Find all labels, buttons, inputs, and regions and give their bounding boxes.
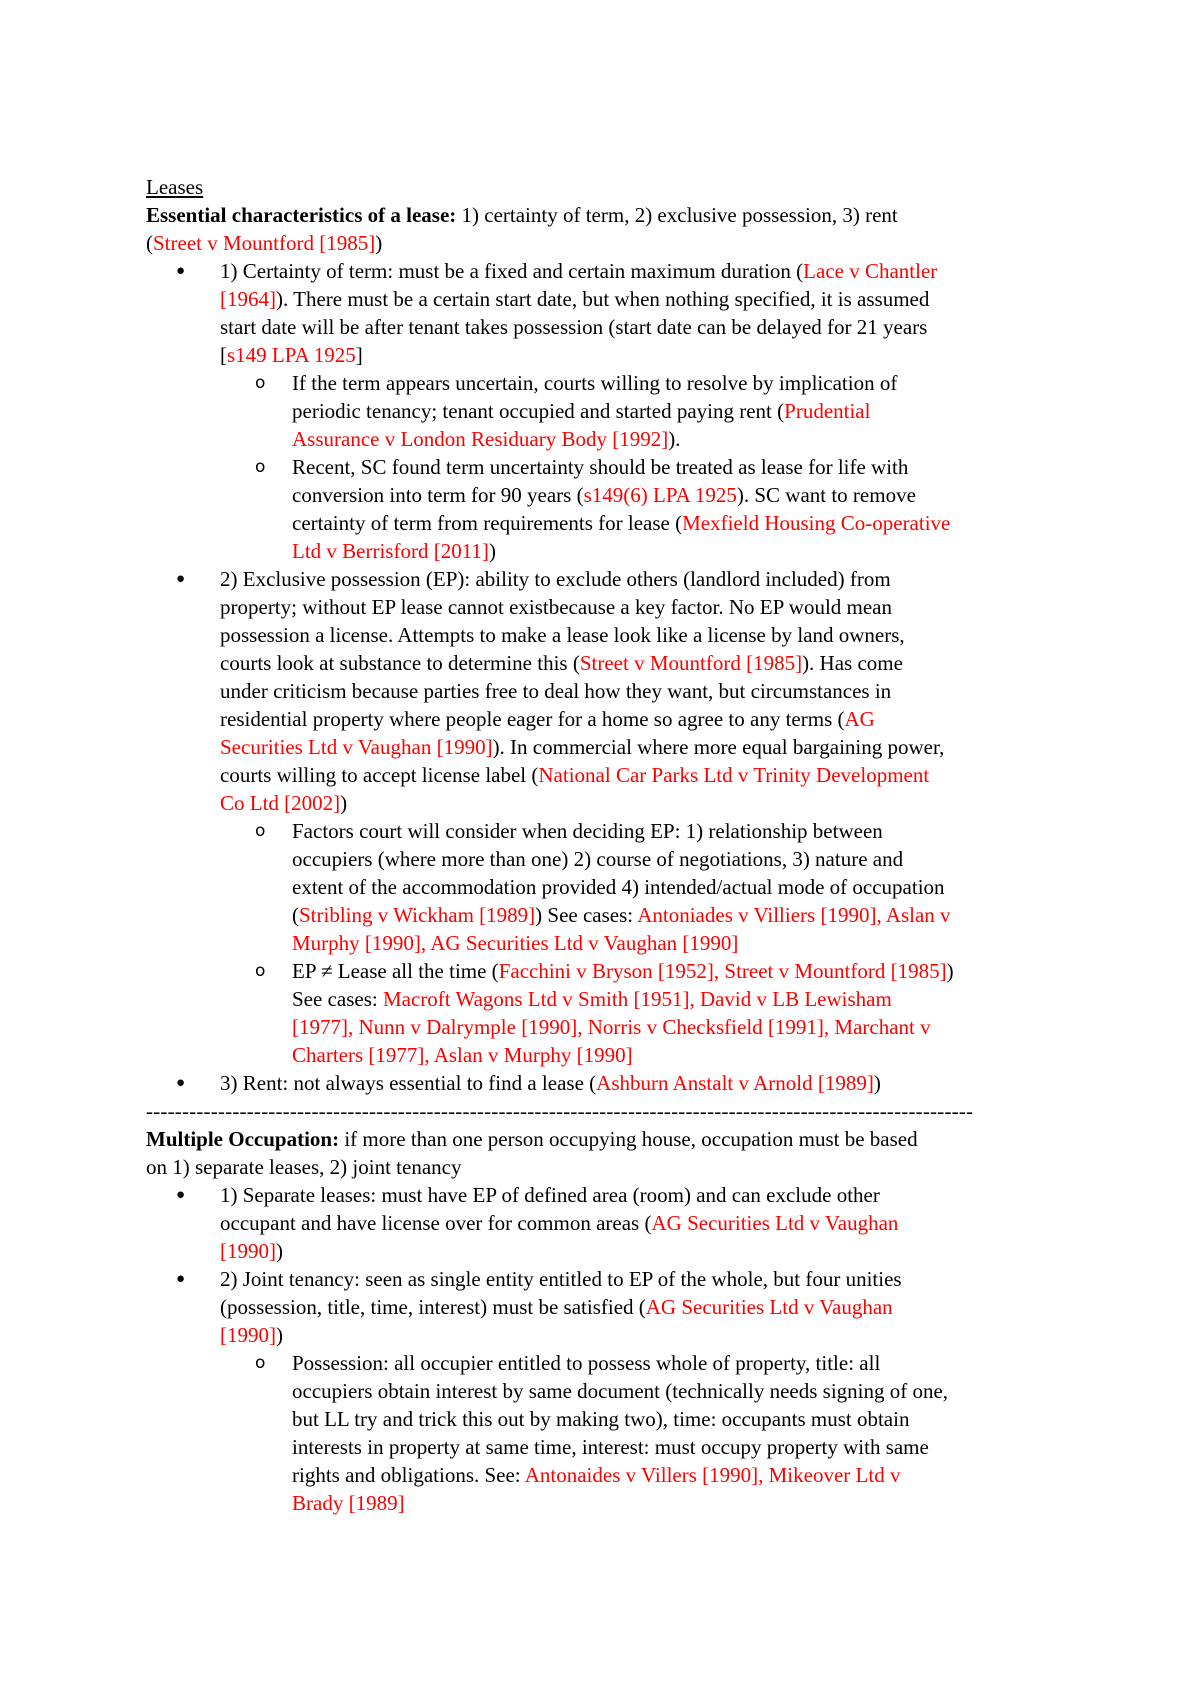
case-citation: [1990] (220, 1323, 276, 1347)
sub-list (146, 817, 1071, 1069)
case-citation: AG (844, 707, 875, 731)
section-intro-cont: on 1) separate leases, 2) joint tenancy (146, 1155, 462, 1179)
sub-bullet-icon: o (255, 1353, 266, 1373)
sub-list-item: o Factors court will consider when deciding EP: 1) relationship between occupiers (where more than one) 2) course of negotiations, 3) nature and extent of the accommodation provided 4) intended/actual mode of occupation (Stribling v Wickham [1989]) See cases: Antoniades v Villiers [1990], Aslan v Murphy [1990], AG Securities Ltd v Vaughan [1990] (255, 819, 951, 955)
sub-bullet-icon: o (255, 373, 266, 393)
case-citation: Street v Mountford [1985] (153, 231, 376, 255)
case-citation: Stribling v Wickham [1989] (299, 903, 536, 927)
characteristics-list (146, 565, 1071, 817)
case-citation: Antonaides v Villers [1990], Mikeover Ltd v (524, 1463, 901, 1487)
case-citation: Facchini v Bryson [1952], Street v Mountford [1985] (498, 959, 947, 983)
list-item: ● 1) Certainty of term: must be a fixed and certain maximum duration (Lace v Chantler [1964]). There must be a certain start date, but when nothing specified, it is assumed start date will be after tenant takes possession (start date can be delayed for 21 years [s149 LPA 1925] (176, 259, 938, 367)
page-title: Leases (146, 175, 204, 199)
case-citation: Prudential (784, 399, 871, 423)
case-citation: Mexfield Housing Co-operative (682, 511, 951, 535)
case-citation: Macroft Wagons Ltd v Smith [1951], David v LB Lewisham (382, 987, 892, 1011)
case-citation: [1977], Nunn v Dalrymple [1990], Norris v Checksfield [1991], Marchant v (292, 1015, 931, 1039)
section-intro: Essential characteristics of a lease: 1) certainty of term, 2) exclusive possession, 3) rent (146, 203, 898, 227)
statute-citation: s149(6) LPA 1925 (583, 483, 737, 507)
sub-bullet-icon: o (255, 821, 266, 841)
section-intro-cont: (Street v Mountford [1985]) (146, 231, 383, 255)
sub-list (146, 1349, 1071, 1517)
case-citation: Lace v Chantler (803, 259, 938, 283)
case-citation: Securities Ltd v Vaughan [1990] (220, 735, 493, 759)
characteristics-list (146, 257, 1071, 369)
occupation-list (146, 1181, 1071, 1349)
sub-list-item: o Recent, SC found term uncertainty should be treated as lease for life with conversion into term for 90 years (s149(6) LPA 1925). SC want to remove certainty of term from requirements for lease (Mexfield Housing Co-operative Ltd v Berrisford [2011]) (255, 455, 951, 563)
sub-list-item: o EP ≠ Lease all the time (Facchini v Bryson [1952], Street v Mountford [1985]) See cases: Macroft Wagons Ltd v Smith [1951], David v LB Lewisham [1977], Nunn v Dalrymple [1990], Norris v Checksfield [1991], Marchant v Charters [1977], Aslan v Murphy [1990] (255, 959, 954, 1067)
list-item: ● 3) Rent: not always essential to find a lease (Ashburn Anstalt v Arnold [1989]) (176, 1071, 881, 1095)
case-citation: Street v Mountford [1985] (579, 651, 803, 675)
bullet-icon: ● (176, 1187, 186, 1203)
case-citation: [1990] (220, 1239, 276, 1263)
case-citation: AG Securities Ltd v Vaughan (645, 1295, 893, 1319)
sub-bullet-icon: o (255, 457, 266, 477)
case-citation: National Car Parks Ltd v Trinity Development (538, 763, 930, 787)
section-heading: Essential characteristics of a lease: (146, 203, 457, 227)
case-citation: Brady [1989] (292, 1491, 405, 1515)
case-citation: Assurance v London Residuary Body [1992] (292, 427, 669, 451)
list-item: ● 2) Exclusive possession (EP): ability to exclude others (landlord included) from property; without EP lease cannot existbecause a key factor. No EP would mean possession a license. Attempts to make a lease look like a license by land owners, courts look at substance to determine this (Street v Mountford [1985]). Has come under criticism because parties free to deal how they want, but circumstances in residential property where people eager for a home so agree to any terms (AG Securities Ltd v Vaughan [1990]). In commercial where more equal bargaining power, courts willing to accept license label (National Car Parks Ltd v Trinity Development Co Ltd [2002]) (176, 567, 945, 815)
sub-list (146, 369, 1071, 565)
section-intro: Multiple Occupation: if more than one person occupying house, occupation must be based (146, 1127, 918, 1151)
sub-list-item: o Possession: all occupier entitled to possess whole of property, title: all occupiers obtain interest by same document (technically needs signing of one, but LL try and trick this out by making two), time: occupants must obtain interests in property at same time, interest: must occupy property with same rights and obligations. See: Antonaides v Villers [1990], Mikeover Ltd v Brady [1989] (255, 1351, 949, 1515)
bullet-icon: ● (176, 263, 186, 279)
divider: ------------------------------------------------------------------------------------------------------------------- (146, 1099, 974, 1123)
bullet-icon: ● (176, 1075, 186, 1091)
characteristics-list (146, 1069, 1071, 1097)
document-body (146, 173, 1071, 1517)
case-citation: Ltd v Berrisford [2011] (292, 539, 489, 563)
sub-list-item: o If the term appears uncertain, courts willing to resolve by implication of periodic tenancy; tenant occupied and started paying rent (Prudential Assurance v London Residuary Body [1992]). (255, 371, 898, 451)
case-citation: Co Ltd [2002] (220, 791, 341, 815)
case-citation: Ashburn Anstalt v Arnold [1989] (596, 1071, 874, 1095)
section-heading: Multiple Occupation: (146, 1127, 340, 1151)
list-item: ● 2) Joint tenancy: seen as single entity entitled to EP of the whole, but four unities (possession, title, time, interest) must be satisfied (AG Securities Ltd v Vaughan [1990]) (176, 1267, 902, 1347)
case-citation: Murphy [1990], AG Securities Ltd v Vaughan [1990] (292, 931, 739, 955)
sub-bullet-icon: o (255, 961, 266, 981)
case-citation: Charters [1977], Aslan v Murphy [1990] (292, 1043, 633, 1067)
case-citation: AG Securities Ltd v Vaughan (651, 1211, 899, 1235)
list-item: ● 1) Separate leases: must have EP of defined area (room) and can exclude other occupant and have license over for common areas (AG Securities Ltd v Vaughan [1990]) (176, 1183, 899, 1263)
bullet-icon: ● (176, 571, 186, 587)
bullet-icon: ● (176, 1271, 186, 1287)
case-citation: Antoniades v Villiers [1990], Aslan v (637, 903, 951, 927)
statute-citation: s149 LPA 1925 (227, 343, 356, 367)
case-citation: [1964] (220, 287, 276, 311)
